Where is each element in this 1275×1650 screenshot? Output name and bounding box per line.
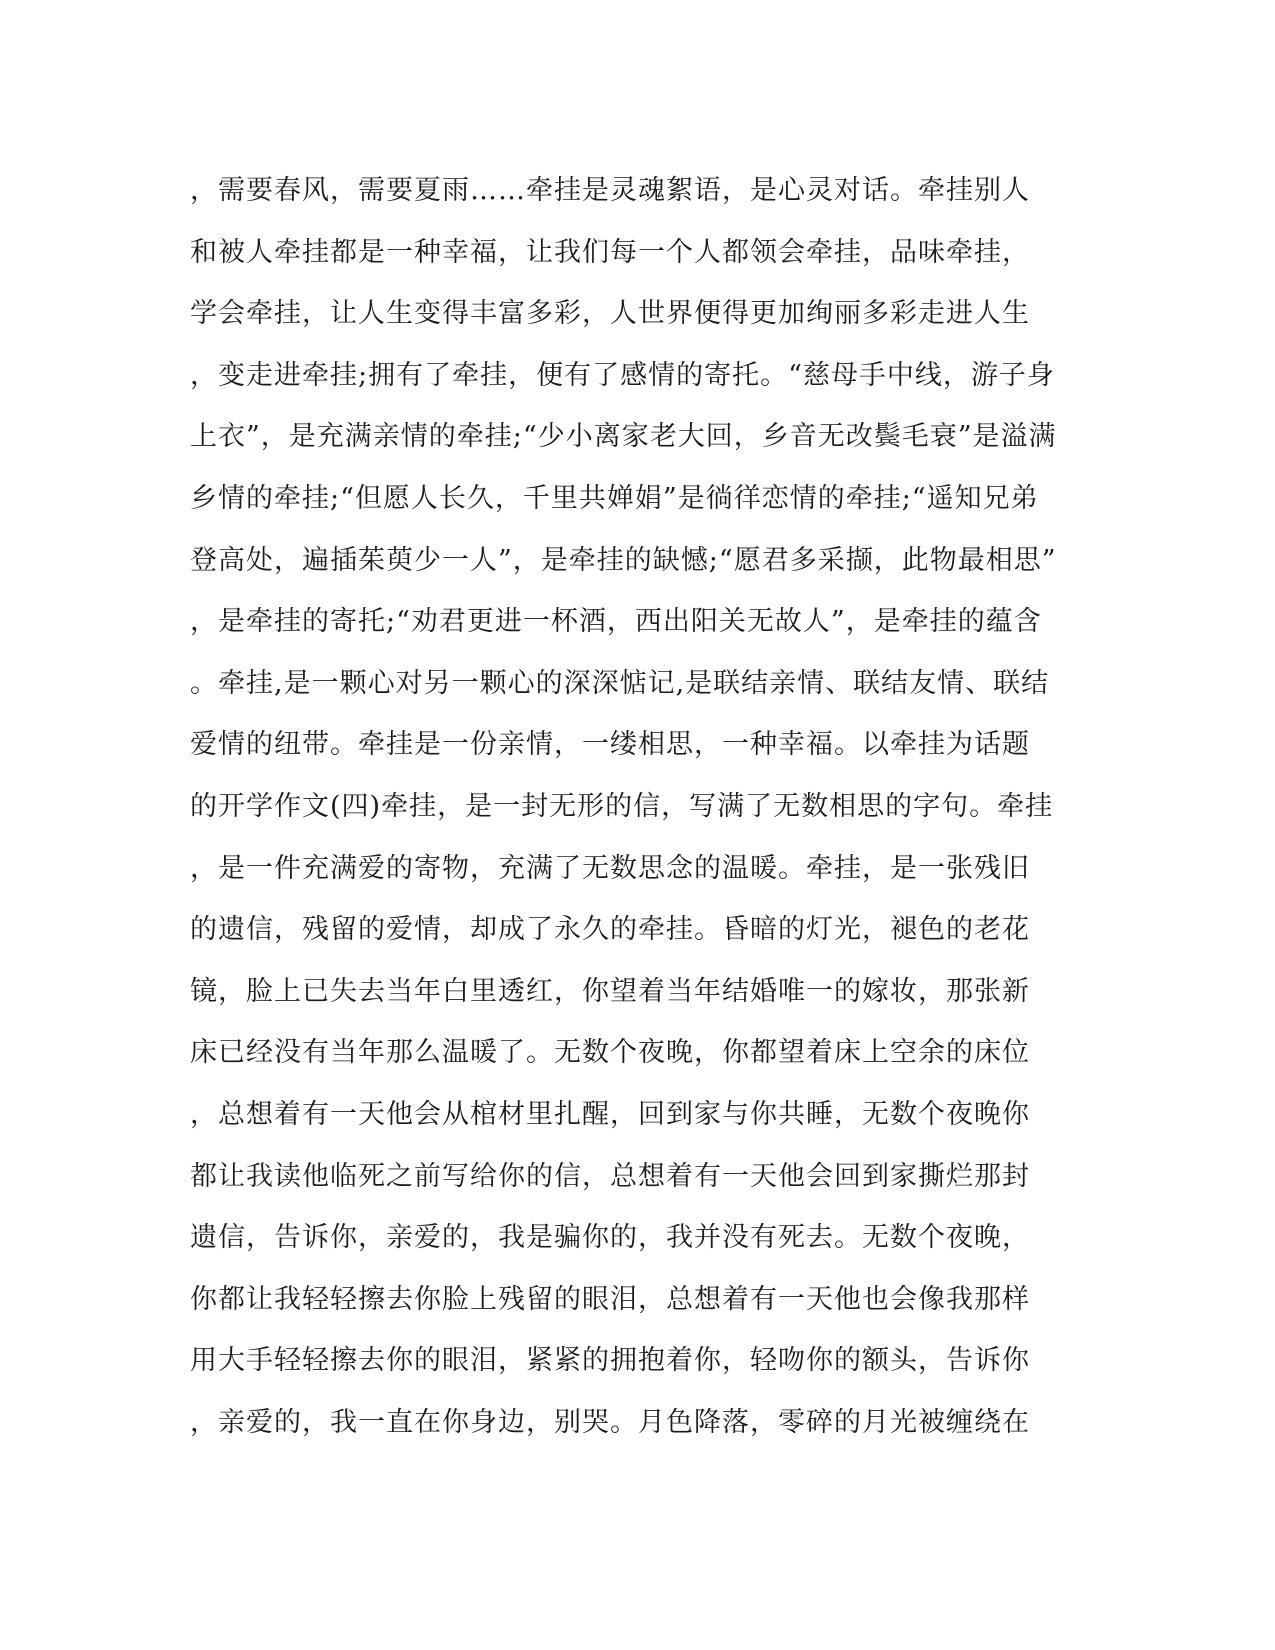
text-line: 你都让我轻轻擦去你脸上残留的眼泪，总想着有一天他也会像我那样 <box>190 1283 1030 1315</box>
text-line: ，是一件充满爱的寄物，充满了无数思念的温暖。牵挂，是一张残旧 <box>190 852 1030 884</box>
text-line: 床已经没有当年那么温暖了。无数个夜晚，你都望着床上空余的床位 <box>190 1037 1030 1069</box>
text-line: ，需要春风，需要夏雨……牵挂是灵魂絮语，是心灵对话。牵挂别人 <box>190 175 1030 206</box>
text-line: 遗信，告诉你，亲爱的，我是骗你的，我并没有死去。无数个夜晚， <box>190 1222 1030 1254</box>
text-line: 的开学作文(四)牵挂，是一封无形的信，写满了无数相思的字句。牵挂 <box>190 790 1054 822</box>
text-line: 的遗信，残留的爱情，却成了永久的牵挂。昏暗的灯光，褪色的老花 <box>190 914 1030 946</box>
text-line: 登高处，遍插茱萸少一人”，是牵挂的缺憾;“愿君多采撷，此物最相思” <box>190 544 1057 576</box>
text-line: 都让我读他临死之前写给你的信，总想着有一天他会回到家撕烂那封 <box>190 1160 1030 1192</box>
text-line: 。牵挂,是一颗心对另一颗心的深深惦记,是联结亲情、联结友情、联结 <box>190 667 1050 699</box>
text-line: ，亲爱的，我一直在你身边，别哭。月色降落，零碎的月光被缠绕在 <box>190 1406 1030 1438</box>
text-line: 用大手轻轻擦去你的眼泪，紧紧的拥抱着你，轻吻你的额头，告诉你 <box>190 1345 1030 1377</box>
body-text <box>190 168 1090 1461</box>
text-line: 爱情的纽带。牵挂是一份亲情，一缕相思，一种幸福。以牵挂为话题 <box>190 729 1030 761</box>
text-line: 上衣”，是充满亲情的牵挂;“少小离家老大回，乡音无改鬓毛衰”是溢满 <box>190 421 1057 453</box>
text-line: ，变走进牵挂;拥有了牵挂，便有了感情的寄托。“慈母手中线，游子身 <box>190 359 1055 391</box>
text-line: 乡情的牵挂;“但愿人长久，千里共婵娟”是徜徉恋情的牵挂;“遥知兄弟 <box>190 482 1039 514</box>
text-line: 镜，脸上已失去当年白里透红，你望着当年结婚唯一的嫁妆，那张新 <box>190 975 1030 1007</box>
text-line: 和被人牵挂都是一种幸福，让我们每一个人都领会牵挂，品味牵挂， <box>190 236 1030 268</box>
text-line: 学会牵挂，让人生变得丰富多彩，人世界便得更加绚丽多彩走进人生 <box>190 298 1030 330</box>
text-line: ，总想着有一天他会从棺材里扎醒，回到家与你共睡，无数个夜晚你 <box>190 1098 1030 1130</box>
text-line: ，是牵挂的寄托;“劝君更进一杯酒，西出阳关无故人”，是牵挂的蕴含 <box>190 606 1042 638</box>
